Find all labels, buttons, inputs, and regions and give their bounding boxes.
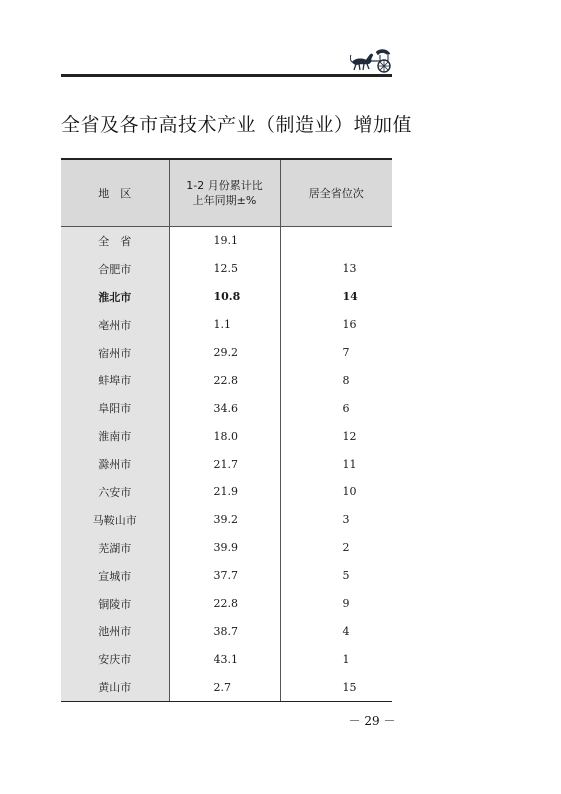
table-row (61, 478, 392, 506)
rank-cell: 8 (280, 366, 392, 394)
region-cell: 铜陵市 (61, 590, 169, 618)
table-row (61, 422, 392, 450)
region-cell: 蚌埠市 (61, 366, 169, 394)
rank-cell: 12 (280, 422, 392, 450)
rank-cell: 11 (280, 450, 392, 478)
page-title: 全省及各市高技术产业（制造业）增加值 (61, 114, 413, 136)
table-row (61, 394, 392, 422)
rank-cell: 2 (280, 534, 392, 562)
region-cell: 六安市 (61, 478, 169, 506)
table-row (61, 562, 392, 590)
rank-cell: 4 (280, 617, 392, 645)
region-cell: 宿州市 (61, 339, 169, 367)
table-row (61, 534, 392, 562)
table-row (61, 283, 392, 311)
table-row (61, 506, 392, 534)
growth-cell: 10.8 (169, 283, 280, 311)
header-growth-line1: 1-2 月份累计比 (186, 179, 263, 192)
rank-cell: 5 (280, 562, 392, 590)
region-cell: 安庆市 (61, 645, 169, 673)
table-header-row (61, 159, 392, 227)
table-row (61, 227, 392, 255)
table-row (61, 255, 392, 283)
growth-cell: 29.2 (169, 339, 280, 367)
rank-cell (280, 227, 392, 255)
rank-cell: 3 (280, 506, 392, 534)
growth-cell: 22.8 (169, 366, 280, 394)
region-cell: 合肥市 (61, 255, 169, 283)
header-growth-line2: 上年同期±% (192, 194, 257, 207)
rank-cell: 7 (280, 339, 392, 367)
region-cell: 淮南市 (61, 422, 169, 450)
table-row (61, 645, 392, 673)
growth-cell: 18.0 (169, 422, 280, 450)
growth-cell: 21.7 (169, 450, 280, 478)
table-row (61, 673, 392, 701)
page-number: － 29 － (348, 714, 396, 728)
header-rule (61, 74, 392, 77)
growth-cell: 22.8 (169, 590, 280, 618)
region-cell: 芜湖市 (61, 534, 169, 562)
rank-cell: 9 (280, 590, 392, 618)
table-row (61, 617, 392, 645)
growth-cell: 34.6 (169, 394, 280, 422)
table-row (61, 339, 392, 367)
growth-cell: 39.2 (169, 506, 280, 534)
growth-cell: 19.1 (169, 227, 280, 255)
region-cell: 黄山市 (61, 673, 169, 701)
region-cell: 池州市 (61, 617, 169, 645)
header-region: 地 区 (61, 159, 169, 227)
region-cell: 阜阳市 (61, 394, 169, 422)
rank-cell: 6 (280, 394, 392, 422)
rank-cell: 13 (280, 255, 392, 283)
rank-cell: 10 (280, 478, 392, 506)
growth-cell: 1.1 (169, 311, 280, 339)
table-body (61, 227, 392, 702)
growth-cell: 12.5 (169, 255, 280, 283)
region-cell: 亳州市 (61, 311, 169, 339)
data-table (61, 158, 392, 702)
region-cell: 淮北市 (61, 283, 169, 311)
rank-cell: 1 (280, 645, 392, 673)
growth-cell: 37.7 (169, 562, 280, 590)
horse-carriage-logo-icon (350, 46, 392, 74)
table-row (61, 366, 392, 394)
growth-cell: 38.7 (169, 617, 280, 645)
region-cell: 全 省 (61, 227, 169, 255)
growth-cell: 21.9 (169, 478, 280, 506)
growth-cell: 2.7 (169, 673, 280, 701)
region-cell: 宣城市 (61, 562, 169, 590)
table-row (61, 590, 392, 618)
rank-cell: 15 (280, 673, 392, 701)
growth-cell: 43.1 (169, 645, 280, 673)
rank-cell: 14 (280, 283, 392, 311)
header-rank: 居全省位次 (280, 159, 392, 227)
region-cell: 滁州市 (61, 450, 169, 478)
table-row (61, 450, 392, 478)
growth-cell: 39.9 (169, 534, 280, 562)
rank-cell: 16 (280, 311, 392, 339)
region-cell: 马鞍山市 (61, 506, 169, 534)
header-growth (169, 159, 280, 227)
table-row (61, 311, 392, 339)
